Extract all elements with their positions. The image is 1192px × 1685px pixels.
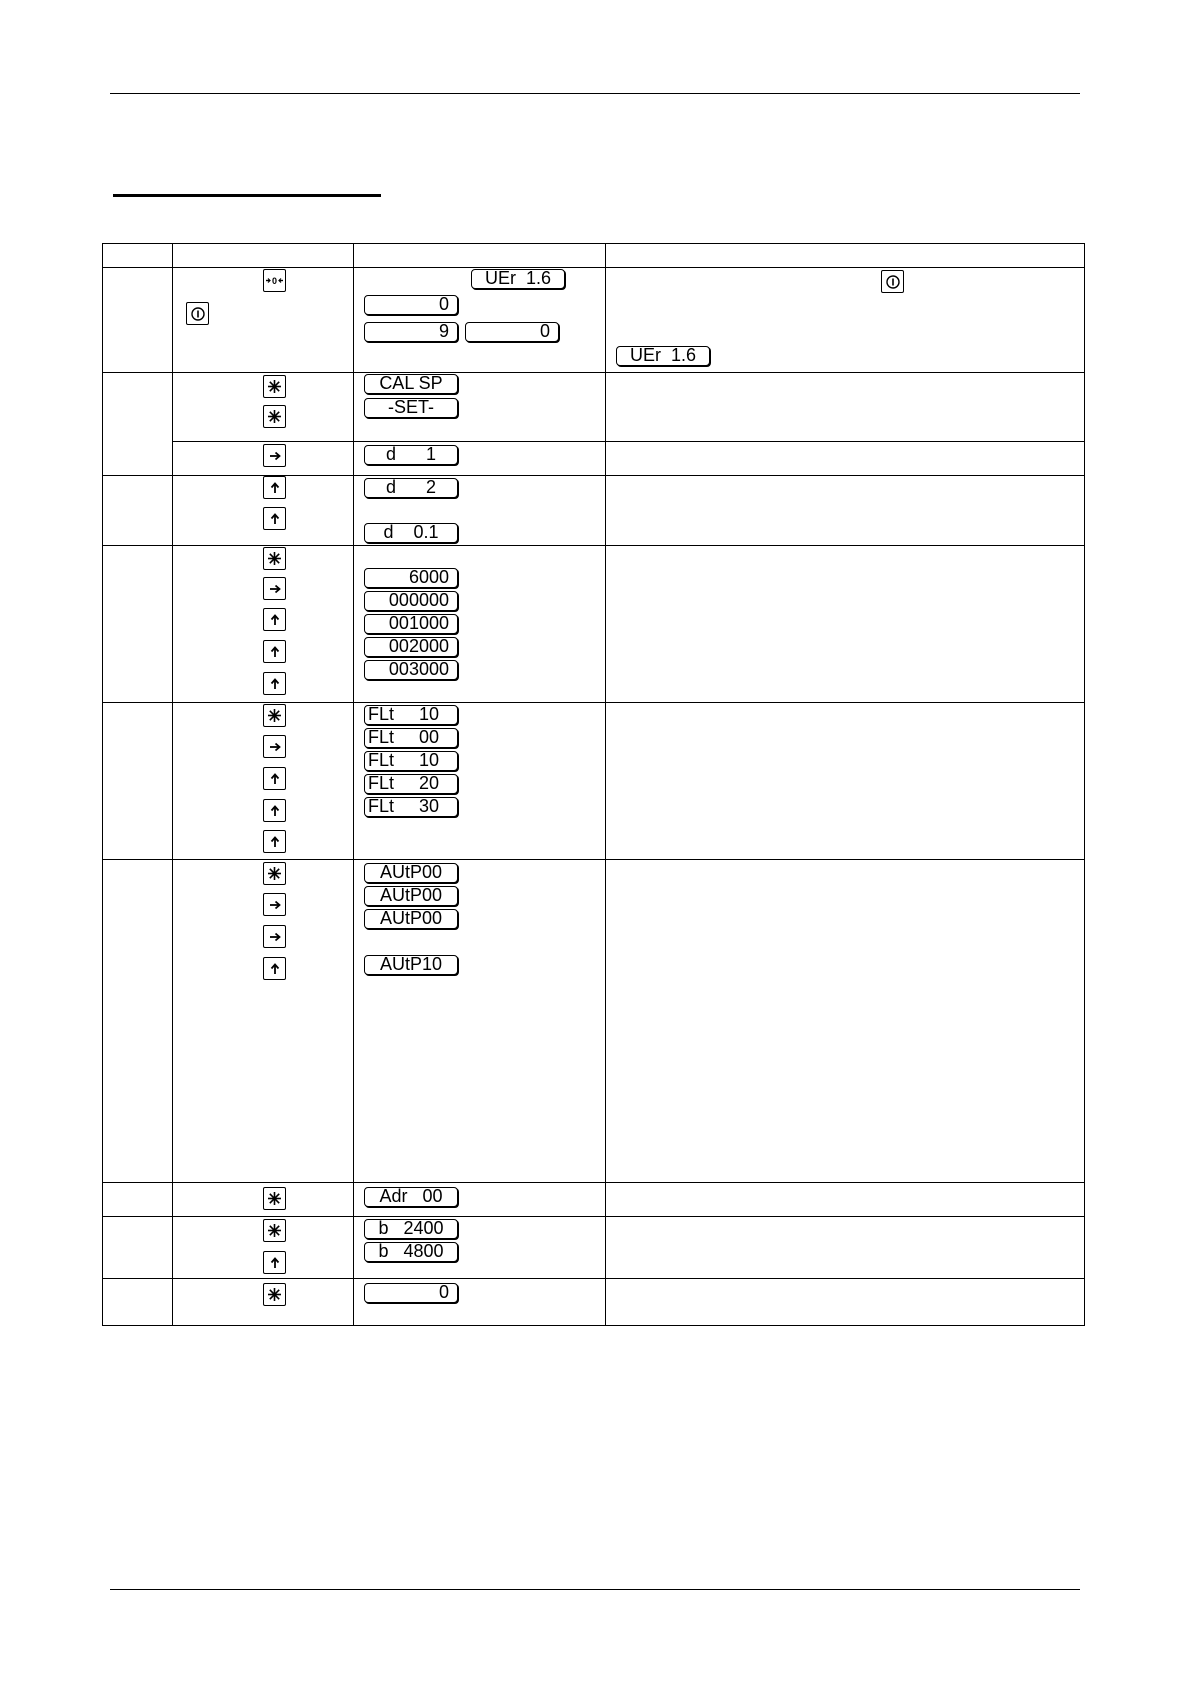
display-readout: AUtP10 xyxy=(364,955,458,975)
display-readout: UEr 1.6 xyxy=(616,346,710,366)
right-arrow-key-icon xyxy=(263,735,286,758)
display-readout: 001000 xyxy=(364,614,458,634)
display-readout: 000000 xyxy=(364,591,458,611)
tare-zero-key-icon xyxy=(263,269,286,292)
display-readout: FLt 10 xyxy=(364,751,458,771)
display-readout: 0 xyxy=(364,1283,458,1303)
right-arrow-key-icon xyxy=(263,444,286,467)
display-readout: -SET- xyxy=(364,398,458,418)
right-arrow-key-icon xyxy=(263,893,286,916)
display-readout: FLt 00 xyxy=(364,728,458,748)
row-divider xyxy=(103,267,1084,268)
display-readout: 0 xyxy=(465,322,559,342)
up-arrow-key-icon xyxy=(263,830,286,853)
row-divider xyxy=(103,1216,1084,1217)
row-divider xyxy=(103,545,1084,546)
display-readout: b 4800 xyxy=(364,1242,458,1262)
asterisk-key-icon xyxy=(263,405,286,428)
display-readout: CAL SP xyxy=(364,374,458,394)
display-readout: b 2400 xyxy=(364,1219,458,1239)
display-readout: FLt 10 xyxy=(364,705,458,725)
display-readout: d 0.1 xyxy=(364,523,458,543)
display-readout: 0 xyxy=(364,295,458,315)
svg-text:0: 0 xyxy=(271,276,278,286)
asterisk-key-icon xyxy=(263,862,286,885)
asterisk-key-icon xyxy=(263,375,286,398)
up-arrow-key-icon xyxy=(263,476,286,499)
up-arrow-key-icon xyxy=(263,1251,286,1274)
asterisk-key-icon xyxy=(263,547,286,570)
asterisk-key-icon xyxy=(263,704,286,727)
on-off-key-icon xyxy=(881,270,904,293)
row-divider xyxy=(103,859,1084,860)
row-divider xyxy=(103,475,1084,476)
on-off-key-icon xyxy=(186,302,209,325)
row-divider xyxy=(103,702,1084,703)
right-arrow-key-icon xyxy=(263,577,286,600)
up-arrow-key-icon xyxy=(263,640,286,663)
row-divider xyxy=(103,1182,1084,1183)
up-arrow-key-icon xyxy=(263,672,286,695)
procedure-table xyxy=(102,243,1085,1326)
display-readout: AUtP00 xyxy=(364,886,458,906)
row-divider xyxy=(103,1278,1084,1279)
section-title-underline xyxy=(113,194,381,197)
header-rule xyxy=(110,93,1080,94)
display-readout: FLt 30 xyxy=(364,797,458,817)
up-arrow-key-icon xyxy=(263,767,286,790)
footer-rule xyxy=(110,1589,1080,1590)
asterisk-key-icon xyxy=(263,1187,286,1210)
asterisk-key-icon xyxy=(263,1283,286,1306)
row-divider xyxy=(103,372,1084,373)
asterisk-key-icon xyxy=(263,1219,286,1242)
display-readout: 9 xyxy=(364,322,458,342)
up-arrow-key-icon xyxy=(263,799,286,822)
display-readout: 003000 xyxy=(364,660,458,680)
column-divider xyxy=(172,244,173,1325)
display-readout: FLt 20 xyxy=(364,774,458,794)
up-arrow-key-icon xyxy=(263,957,286,980)
up-arrow-key-icon xyxy=(263,608,286,631)
display-readout: Adr 00 xyxy=(364,1187,458,1207)
column-divider xyxy=(605,244,606,1325)
row-divider xyxy=(172,441,1084,442)
display-readout: AUtP00 xyxy=(364,863,458,883)
display-readout: 6000 xyxy=(364,568,458,588)
display-readout: UEr 1.6 xyxy=(471,269,565,289)
display-readout: 002000 xyxy=(364,637,458,657)
display-readout: d 2 xyxy=(364,478,458,498)
up-arrow-key-icon xyxy=(263,507,286,530)
display-readout: d 1 xyxy=(364,445,458,465)
column-divider xyxy=(353,244,354,1325)
display-readout: AUtP00 xyxy=(364,909,458,929)
right-arrow-key-icon xyxy=(263,925,286,948)
